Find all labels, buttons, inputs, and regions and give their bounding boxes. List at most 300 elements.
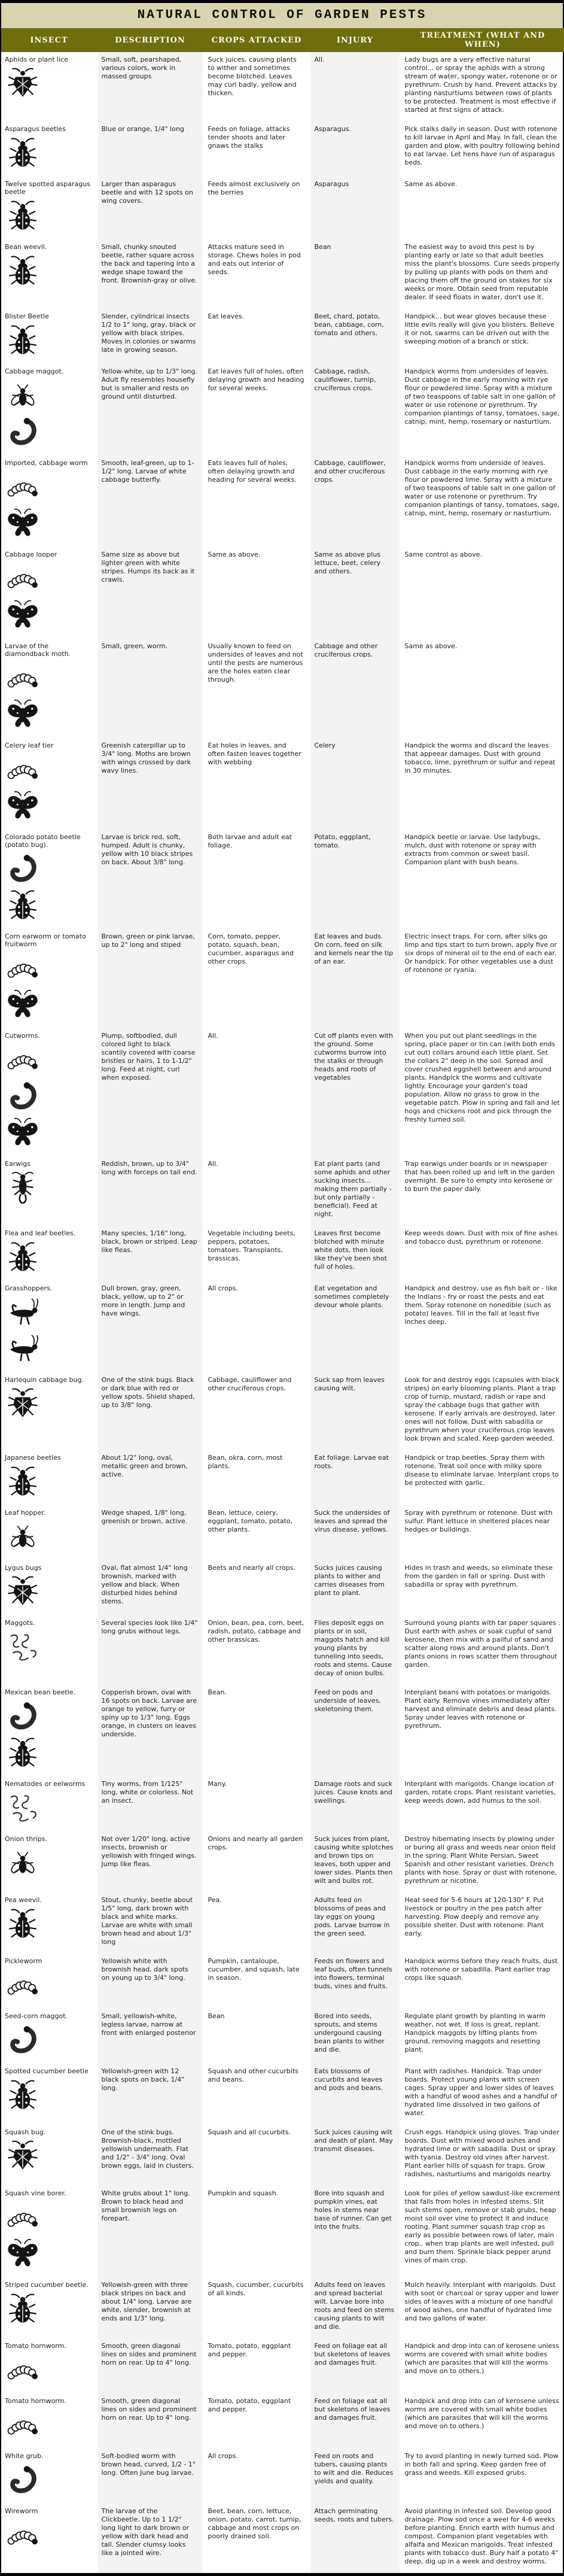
pest-illustrations (5, 2292, 92, 2325)
pest-illustrations (5, 2139, 92, 2173)
pest-treatment: Keep weeds down. Dust with mix of fine ashes and tobacco dust, pyrethrum or rotenone. (404, 1229, 558, 1246)
pest-name: Wireworm (5, 2507, 38, 2515)
pest-crops: Bean. (208, 1688, 227, 1696)
pest-injury: Leaves first become blotched with minute white dots, then look like they've been shot full of holes. (314, 1229, 387, 1271)
pest-injury: Flies deposit eggs on plants or in soil, maggots hatch and kill young plants by tunneling into seeds, roots and stems. Cause decay of onion bulbs. (314, 1619, 392, 1677)
pest-name: Earwigs (5, 1160, 31, 1168)
pest-treatment: Handpick... but wear gloves because these little evils really will give you blisters. Believe it or not, swarms can be driven out with the sweeping motion of a branch or stick. (404, 312, 554, 345)
pest-injury: Cabbage and other cruciferous crops. (314, 642, 378, 658)
pest-illustrations (5, 2518, 92, 2551)
pest-injury: Suck sap from leaves causing wilt. (314, 1376, 385, 1392)
pest-crops: Eat holes in leaves, and often fasten leaves together with webbing (208, 742, 301, 766)
pest-name: Nematodes or eelworms (5, 1780, 86, 1788)
pest-crops: Bean (208, 2012, 225, 2020)
pest-name: Onion thrips. (5, 1835, 47, 1843)
pest-description: White grubs about 1" long. Brown to black head and small brownish legs on forepart. (101, 2189, 190, 2222)
pest-crops: Eats leaves full of holes, often delaying growth and heading for several weeks. (208, 459, 297, 484)
pest-treatment: Handpick and destroy, use as fish bait or - like the Indians - fry or roast the pests and eat them. Spray rotenone on nonedible (such as potato) leaves. Till in the fall at least five inches deep. (404, 1284, 557, 1326)
pest-crops: Squash and all cucurbits. (208, 2128, 291, 2136)
pest-name: Tomato hornworm. (5, 2342, 66, 2350)
pest-treatment: Spray with pyrethrum or rotenone. Dust with sulfur. Plant lettuce in sheltered places near hedges or buildings. (404, 1509, 553, 1533)
pest-crops: Pea. (208, 1896, 222, 1904)
column-header-injury: INJURY (310, 28, 400, 52)
pest-illustrations (5, 561, 92, 631)
pest-crops: Both larvae and adult eat foliage. (208, 833, 292, 849)
pest-illustrations (5, 951, 92, 1021)
fly-illustration-icon (6, 1846, 39, 1879)
pest-name: Lygus bugs (5, 1564, 42, 1572)
pest-row (1, 239, 564, 309)
pest-treatment: Look for piles of yellow sawdust-like excrement that falls from holes in infested stems. Slit such stems open, remove or stab grubs, heap moist soil over vine to protect it and induce rooting. Plant summer squash trap crop as early as possible between rows of later, main crop.. when trap plants are well infested, pull and burn them. Sprinkle black pepper arund vines of main crop. (404, 2189, 560, 2264)
pest-row (1, 364, 564, 455)
bug-illustration-icon (6, 1387, 39, 1420)
pest-illustrations (5, 199, 92, 232)
pest-crops: Vegetable including beets, peppers, potatoes, tomatoes. Transplants, brassicas. (208, 1229, 295, 1262)
pest-injury: Eats blossoms of cucurbits and leaves and pods and beans. (314, 2067, 383, 2092)
pest-treatment: Regulate plant growth by planting in warm weather, not wet. If loss is great, replant. Handpick maggots by lifting plants from ground, removing maggots and resetting plant. (404, 2012, 545, 2053)
pest-treatment: Look for and destroy eggs (capsules with black stripes) on early blooming plants. Plant a trap crop of turnip, mustard, radish or rape and spray the cabbage bugs that gather with kerosene. If early arrivals are destroyed, later ones will not follow. Dust with sabadilla or pyrethrum when your cruciferous crop leaves look brown and scaled. Keep garden weeded. (404, 1376, 560, 1442)
pest-row (1, 52, 564, 121)
caterpillar-illustration-icon (6, 561, 39, 595)
pest-crops: Tomato, potato, eggplant and pepper. (208, 2397, 291, 2413)
pest-illustrations (5, 254, 92, 287)
pest-description: Small, chunky snouted beetle, rather square across the back and tapering into a wedge shape toward the front. Brownish-gray or olive. (101, 243, 197, 284)
pest-name: Cutworms. (5, 1032, 40, 1040)
pest-crops: Usually known to feed on undersides of leaves and not until the pests are numerous are the holes eaten clear through. (208, 642, 303, 684)
pest-illustrations (5, 378, 92, 448)
beetle-illustration-icon (6, 199, 39, 232)
pest-name: Leaf hopper. (5, 1509, 46, 1517)
pest-name: Aphids or plant lice (5, 56, 68, 63)
pest-crops: Tomato, potato, eggplant and pepper. (208, 2342, 291, 2358)
moth-illustration-icon (6, 598, 39, 631)
worms-illustration-icon (6, 1630, 39, 1663)
fly-illustration-icon (6, 378, 39, 412)
pest-description: The larvae of the Clickbeetle. Up to 1 1/2" long light to dark brown or yellow with dark head and tail. Slender clumsy looks like a jointed wire. (101, 2507, 189, 2557)
pest-treatment: Handpick and drop into can of kerosene unless worms are covered with small white bodies (which are parasites that will kill the worms and move on to others.) (404, 2397, 559, 2430)
pest-crops: Squash, cucumber, cucurbits of all kinds. (208, 2281, 304, 2297)
pest-illustrations (5, 1520, 92, 1553)
pest-row (1, 738, 564, 830)
caterpillar-illustration-icon (6, 2200, 39, 2234)
pest-injury: Suck juices from plant, causing white splotches and brown tips on leaves, both upper and lower sides. Plants then wilt and bulbs rot. (314, 1835, 394, 1885)
caterpillar-illustration-icon (6, 951, 39, 985)
column-header-treatment: TREATMENT (WHAT AND WHEN) (400, 28, 564, 52)
pest-description: Brown, green or pink larvae, up to 2" long and stiped (101, 932, 195, 949)
pest-name: Blister Beetle (5, 312, 49, 320)
caterpillar-illustration-icon (6, 661, 39, 694)
pest-illustrations (5, 852, 92, 922)
pest-treatment: Handpick worms from undersides of leaves. Dust cabbage in the early morning with rye flour or powdered lime. Spray with a mixture of two teaspoons of table salt in one gallon of water or use rotenone or pyrethrum. Try companion plantings of tansy, tomatoes, sage, catnip, mint, hemp, rosemary or nasturtium. (404, 367, 560, 426)
caterpillar-illustration-icon (6, 2353, 39, 2386)
pest-injury: Feed on foliage eat all but skeletons of leaves and damages fruit. (314, 2397, 391, 2422)
pest-description: One of the stink bugs. Black or dark blue with red or yellow spots. Shield shaped, up to 3/8" long. (101, 1376, 195, 1409)
pest-name: Seed-corn maggot. (5, 2012, 68, 2020)
pest-crops: Onion, bean, pea, corn, beet, radish, potato, cabbage and other brassicas. (208, 1619, 304, 1644)
pest-treatment: Surround young plants with tar paper squares . Dust earth with ashes or soak cupful of sand kerosene, then mix with a pailful of sand and scatter along rows and around plants. Don't plants onions in rows scatter them throughout garden. (404, 1619, 560, 1669)
pest-treatment: Destroy hibernating insects by plowing under or buring all grass and weeds near onion field in the spring. Plant White Persian, Sweet Spanish and other resistant varieties. Drench plants with hose. Spray or dust with rotenone, pyrethrum or nicotine. (404, 1835, 557, 1885)
pest-description: Tiny worms, from 1/125" long, white or colorless. Not an insect. (101, 1780, 194, 1805)
pest-name: Tomato hornworm. (5, 2397, 66, 2405)
pest-crops: Pumpkin and squash. (208, 2189, 279, 2197)
pest-name: Asparagus beetles (5, 125, 66, 133)
pest-crops: Eat leaves. (208, 312, 245, 320)
pest-crops: Eat leaves full of holes, often delaying growth and heading for several weeks. (208, 367, 304, 392)
pest-illustrations (5, 2463, 92, 2496)
pest-row (1, 929, 564, 1028)
pest-injury: Feed on foliage eat all but skeletons of leaves and damages fruit. (314, 2342, 391, 2367)
beetle-illustration-icon (6, 888, 39, 922)
pest-treatment: Same as above. (404, 642, 458, 650)
pest-name: Squash bug. (5, 2128, 46, 2136)
pest-row (1, 455, 564, 547)
pest-description: Small, soft, pearshaped, various colors, work in massed groups (101, 56, 182, 80)
pest-illustrations (5, 2200, 92, 2270)
pest-name: Maggots. (5, 1619, 35, 1627)
column-header-row (1, 28, 564, 52)
pest-description: Greenish caterpillar up to 3/4" long. Moths are brown with wings crossed by dark wavy lines. (101, 742, 191, 774)
pest-injury: Cabbage, radish, cauliflower, turnip, cruciferous crops. (314, 367, 376, 392)
pest-illustrations (5, 2353, 92, 2386)
pest-description: Soft-bodied worm with brown head, curved, 1/2 - 1" long. Often June bug larvae. (101, 2452, 196, 2477)
pest-injury: Sucks juices causing plants to wither and carries diseases from plant to plant. (314, 1564, 385, 1597)
pest-injury: Feed on pods and underside of leaves, skeletoning them. (314, 1688, 381, 1713)
pest-row (1, 1954, 564, 2009)
pest-crops: Many. (208, 1780, 227, 1788)
pest-injury: Cut off plants even with the ground. Some cutworms burrow into the stalks or through heads and roots of vegetables (314, 1032, 393, 1082)
beetle-illustration-icon (6, 1240, 39, 1274)
pest-treatment: Plant with radishes. Handpick. Trap under boards. Protect young plants with screen cages. Spray upper and lower sides of leaves with a handful of wood ashes and a handful of hydrated lime dissolved in two gallons of water. (404, 2067, 557, 2117)
beetle-illustration-icon (6, 1907, 39, 1940)
pest-illustrations (5, 470, 92, 540)
pest-treatment: Mulch heavily. Interplant with marigolds. Dust with soot or charcoal or spray upper and lower sides of leaves with a mixture of one handful of wood ashes, one handful of hydrated lime and two gallons of water. (404, 2281, 559, 2322)
grub-illustration-icon (6, 2463, 39, 2496)
pest-illustrations (5, 1295, 92, 1365)
pest-illustrations (5, 1791, 92, 1824)
beetle-illustration-icon (6, 2292, 39, 2325)
beetle-illustration-icon (6, 136, 39, 169)
pest-row (1, 1028, 564, 1156)
pest-treatment: Trap earwigs under boards or in newspaper that has been rolled up and left in the garden overnight. Be sure to empty into kerosene or to burn the paper daily. (404, 1160, 555, 1193)
pest-treatment: Handpick and drop into can of kerosene unless worms are covered with small white bodies (which are parasites that will kill the worms and move on to others.) (404, 2342, 559, 2375)
pest-treatment: Avoid planting in infested soil. Develop good drainage. Plow sod once a weel for 4-6 weeks before planting. Enrich earth with humus and compost. Companion plant vegetables with alfalfa and Mexican marigolds. Treat infested plants with tobacco dust. Bury half a potato 4" deep, dig up in a week and destroy worms. (404, 2507, 559, 2565)
pest-description: Several species look like 1/4" long grubs without legs. (101, 1619, 198, 1635)
pest-injury: Feed on roots and tubers, causing plants to wilt and die. Reduces yields and quality. (314, 2452, 394, 2485)
earwig-illustration-icon (6, 1171, 39, 1204)
pest-row (1, 2393, 564, 2449)
moth-illustration-icon (6, 1116, 39, 1149)
pest-illustrations (5, 2408, 92, 2441)
pest-row (1, 2449, 564, 2504)
pests-table (1, 28, 564, 2573)
pest-treatment: Interplant with marigolds. Change location of garden, rotate crops. Plant resistant varieties, keep weeds down, add humus to the soil. (404, 1780, 556, 1805)
grub-illustration-icon (6, 852, 39, 885)
pest-treatment: Electric insect traps. For corn, after silks go limp and tips start to turn brown, apply five or six drops of mineral oil to the end of each ear. Or handpick. For other vegetables use a dust of rotenone or ryania. (404, 932, 557, 974)
pest-name: White grub. (5, 2452, 44, 2460)
pest-illustrations (5, 1907, 92, 1940)
bug-illustration-icon (6, 2139, 39, 2173)
pest-injury: Celery (314, 742, 336, 749)
pest-treatment: Hides in trash and weeds, so eliminate these from the garden in fall or spring. Dust with sabadilla or spray with pyrethrum. (404, 1564, 553, 1588)
grasshopper-illustration-icon (6, 1295, 39, 1329)
pest-injury: Beet, chard, potato, bean, cabbage, corn, tomato and others. (314, 312, 384, 337)
bug-illustration-icon (6, 66, 39, 100)
grub-illustration-icon (6, 1699, 39, 1733)
pest-injury: Asparagus (314, 180, 349, 188)
pest-treatment: Handpick the worms and discard the leaves that appeear damages. Dust with ground tobacco, lime, pyrethrum or sulfur and repeat in 30 minutes. (404, 742, 556, 774)
pest-row (1, 121, 564, 177)
pest-name: Pickleworm (5, 1957, 42, 1965)
pest-description: Dull brown, gray, green, black, yellow, up to 2" or more in length. Jump and have wings. (101, 1284, 185, 1317)
pest-injury: Eat foliage. Larvae eat roots. (314, 1454, 389, 1470)
pest-crops: All crops. (208, 2452, 238, 2460)
pest-name: Grasshoppers. (5, 1284, 53, 1292)
pest-illustrations (5, 661, 92, 731)
pest-injury: Adults feed on leaves and spread bacterial wilt. Larvae bore into roots and feed on stems causing plants to wilt and die. (314, 2281, 395, 2331)
pest-crops: Suck juices, causing plants to wither and sometimes become blotched. Leaves may curl badly, yellow and thicken. (208, 56, 297, 97)
pest-injury: Bean (314, 243, 331, 251)
pest-name: Squash vine borer. (5, 2189, 66, 2197)
pest-injury: Eat plant parts (and some aphids and other sucking insects... making them partially - but only partially - beneficial). Feed at night. (314, 1160, 392, 1218)
pest-treatment: Handpick worms from underside of leaves. Dust cabbage in the early morning with rye flour or powdered lime. Spray with a mixture of two teaspoons of table salt in one gallon of water or use rotenone or pyrethrum. Try companion plantings of tansy, tomatoes, sage, catnip, mint, hemp, rosemary or nasturtium. (404, 459, 560, 517)
column-header-description: DESCRIPTION (97, 28, 203, 52)
pest-row (1, 1281, 564, 1372)
pest-row (1, 1450, 564, 1505)
beetle-illustration-icon (6, 1736, 39, 1769)
pest-crops: Pumpkin, cantaloupe, cucumber, and squash, late in season. (208, 1957, 300, 1982)
pest-treatment: Crush eggs. Handpick using gloves. Trap under boards. Dust with mixed wood ashes and hydrated lime or with sabadilla. Dust or spray with tyania. Destroy old vines after harvest. Plant earlier hills of squash for traps. Grow radishes, nasturtiums and marigolds nearby. (404, 2128, 560, 2178)
beetle-illustration-icon (6, 1465, 39, 1498)
pest-name: Striped cucumber beetle. (5, 2281, 89, 2289)
pest-illustrations (5, 1968, 92, 2001)
pest-treatment: Interplant beans with potatoes or marigolds. Plant early. Remove vines immediately after harvest and eliminate debris and dead plants. Spray under leaves with rotenone or pyrethrum. (404, 1688, 557, 1730)
beetle-illustration-icon (6, 254, 39, 287)
pest-description: Oval, flat almost 1/4" long brownish, marked with yellow and black. When disturbed hides behind stems. (101, 1564, 188, 1605)
pest-description: Yellow-white, up to 1/3" long. Adult fly resembles housefly but is smaller and rests on ground until disturbed. (101, 367, 197, 400)
pest-row (1, 1892, 564, 1954)
pest-injury: Cabbage, cauliflower, and other cruciferous crops. (314, 459, 386, 484)
pest-injury: Bore into squash and pumpkin vines, eat holes in stems near base of runner. Can get into the fruits. (314, 2189, 392, 2231)
pest-injury: Attach germinating seeds, roots and tubers. (314, 2507, 394, 2523)
moth-illustration-icon (6, 2237, 39, 2270)
pest-description: Copperish brown, oval with 16 spots on back. Larvae are orange to yellow, furry or spiny up to 1/3" long. Eggs orange, in clusters on leaves underside. (101, 1688, 197, 1738)
pest-treatment: Lady bugs are a very effective natural control... or spray the aphids with a strong stream of water, spongy water, rotenone or or pyrethrum. Crush by hand. Prevent attacks by planting nasturtiums between rows of plants to be protected. Treatment is most effective if started at first signs of attack. (404, 56, 557, 114)
pest-illustrations (5, 1240, 92, 1274)
pest-illustrations (5, 1043, 92, 1149)
pest-treatment: Heat seed for 5-6 hours at 120-130° F. Put livestock or poultry in the pea patch after harvesting. Plow deeply and remove any possible shelter. Dust with rotenone. Plant early. (404, 1896, 544, 1937)
pest-treatment: Handpick beetle or larvae. Use ladybugs, mulch, dust with rotenone or spray with extracts from common or sweet basil. Companion plant with bush beans. (404, 833, 541, 866)
pest-name: Cabbage looper (5, 551, 57, 558)
pest-crops: Bean, lettuce, celery, eggplant, tomato, potato, other plants. (208, 1509, 293, 1533)
pest-crops: Attacks mature seed in storage. Chews holes in pod and eats out interior of seeds. (208, 243, 301, 276)
pest-illustrations (5, 136, 92, 169)
pest-injury: Same as above plus lettuce, beet, celery and others. (314, 551, 381, 575)
pest-illustrations (5, 1387, 92, 1420)
pest-treatment: Pick stalks daily in season. Dust with rotenone to kill larvae in April and May. In fall, clean the garden and plow, with poultry following behind to eat larvae. Let hens have run of asparagus beds. (404, 125, 560, 166)
pest-crops: Corn, tomato, pepper, potato, squash, bean, cucumber, asparagus and other crops. (208, 932, 294, 965)
page-title: NATURAL CONTROL OF GARDEN PESTS (137, 8, 427, 22)
pest-name: Bean weevil. (5, 243, 47, 251)
pest-description: Small, yellowish-white, legless larvae, narrow at front with enlarged posterior (101, 2012, 196, 2037)
pest-crops: Onions and nearly all garden crops. (208, 1835, 303, 1851)
pest-row (1, 1615, 564, 1685)
pest-crops: Beet, bean, corn, lettuce, onion, potato, carrot, turnip, cabbage and most crops on poorly drained soil. (208, 2507, 301, 2540)
pest-row (1, 2338, 564, 2393)
pest-treatment: Same as above. (404, 180, 458, 188)
pest-crops: Same as above. (208, 551, 261, 558)
grub-illustration-icon (6, 2023, 39, 2056)
pest-name: Cabbage maggot. (5, 367, 64, 375)
caterpillar-illustration-icon (6, 1968, 39, 2001)
pest-injury: All. (314, 56, 325, 63)
caterpillar-illustration-icon (6, 470, 39, 503)
pest-name: Mexican bean beetle. (5, 1688, 75, 1696)
pest-row (1, 309, 564, 364)
pest-name: Spotted cucumber beetle (5, 2067, 89, 2075)
pest-crops: Feeds almost exclusively on the berries (208, 180, 300, 196)
pest-crops: Beets and nearly all crops. (208, 1564, 295, 1572)
pest-description: Same size as above but lighter green with white stripes. Humps its back as it crawls. (101, 551, 195, 584)
pest-description: Many species, 1/16" long, black, brown or striped. Leap like fleas. (101, 1229, 197, 1254)
pest-description: Larvae is brick red, soft, humped. Adult is chunky, yellow with 10 black stripes on back. About 3/8" long. (101, 833, 193, 866)
pest-illustrations (5, 1699, 92, 1769)
pest-description: Plump, softbodied, dull colored light to black scantily covered with coarse bristles or hairs, 1 to 1-1/2" long. Feed at night, curl when exposed. (101, 1032, 196, 1082)
pest-illustrations (5, 2023, 92, 2056)
pest-row (1, 1776, 564, 1831)
pest-name: Japanese beetles (5, 1454, 61, 1462)
pest-injury: Eat vegetation and sometimes completely devour whole plants. (314, 1284, 389, 1309)
pest-illustrations (5, 66, 92, 100)
caterpillar-illustration-icon (6, 2408, 39, 2441)
grub-illustration-icon (6, 1079, 39, 1113)
pest-injury: Suck juices causing wilt and death of plant. May transmit diseases. (314, 2128, 393, 2153)
pest-illustrations (5, 1575, 92, 1608)
pest-row (1, 2064, 564, 2125)
pest-description: One of the stink bugs. Brownish-black, mottled yellowish underneath. Flat and 1/2" - 3/4" long. Oval brown eggs, laid in clusters. (101, 2128, 194, 2170)
column-header-crops-attacked: CROPS ATTACKED (203, 28, 310, 52)
pest-name: Pea weevil. (5, 1896, 42, 1904)
pest-treatment: The easiest way to avoid this pest is by planting early or late so that adult beetles miss the plant's blossoms. Cure seeds properly by pulling up plants with pods on them and placing them off the ground on stakes for six weeks or more. Obtain seed from reputable dealer. If seed floats in water, don't use it. (404, 243, 560, 301)
pest-crops: All crops. (208, 1284, 238, 1292)
pest-treatment: When you put out plant seedlings in the spring, place paper or tin can (with both ends cut out) collars around each little plant. Set the collars 2" deep in the soil. Spread and cover crushed eggshell between and around plants. Handpick the worms and cultivate lightly. Encourage your garden's toad population. Allow no grass to grow in the vegetable patch. Plow in spring and fall and let hogs and chickens root and pick through the freshly turned soil. (404, 1032, 560, 1123)
pest-crops: Squash and other cucurbits and beans. (208, 2067, 299, 2083)
pest-description: Stout, chunky, beetle about 1/5" long, dark brown with black and white marks. Larvae are white with small brown head and about 1/3" long (101, 1896, 193, 1946)
pest-treatment: Handpick worms before they reach fruits, dust with rotenone or sabadilla. Plant earlier trap crops like squash. (404, 1957, 558, 1982)
pest-row (1, 2009, 564, 2064)
pest-name: Harlequin cabbage bug. (5, 1376, 84, 1384)
pest-description: Larger than asparagus beetle and with 12 spots on wing covers. (101, 180, 193, 205)
pest-injury: Feeds on flowers and leaf buds, often tunnels into flowers, terminal buds, vines and fruits. (314, 1957, 392, 1990)
pest-injury: Eat leaves and buds. On corn, feed on silk and kernels near the tip of an ear. (314, 932, 394, 965)
pest-description: Yellowish-green with three black stripes on back and about 1/4" long. Larvae are white, slender, brownish at ends and 1/3" long. (101, 2281, 192, 2322)
pest-injury: Asparagus. (314, 125, 351, 133)
pest-description: Blue or orange, 1/4" long (101, 125, 184, 133)
pest-description: Smooth, green diagonal lines on sides and prominent horn on rear. Up to 4" long. (101, 2342, 197, 2367)
caterpillar-illustration-icon (6, 1043, 39, 1076)
pest-row (1, 1560, 564, 1615)
pest-illustrations (5, 752, 92, 822)
pest-crops: Bean, okra, corn, most plants. (208, 1454, 283, 1470)
pest-crops: All. (208, 1032, 218, 1040)
pest-description: Not over 1/20" long, active insects, brownish or yellowish with fringed wings. Jump like fleas. (101, 1835, 197, 1868)
pest-description: Smooth, green diagonal lines on sides and prominent horn on rear. Up to 4" long. (101, 2397, 197, 2422)
pest-row (1, 2125, 564, 2186)
moth-illustration-icon (6, 506, 39, 540)
pest-injury: Potato, eggplant, tomato. (314, 833, 371, 849)
pest-description: Yellowish-green with 12 black spots on back, 1/4" long. (101, 2067, 185, 2092)
pest-row (1, 1372, 564, 1450)
pest-illustrations (5, 1465, 92, 1498)
pest-name: Imported, cabbage worm (5, 459, 88, 467)
pest-row (1, 1685, 564, 1776)
pest-crops: All. (208, 1160, 218, 1168)
pest-row (1, 1831, 564, 1892)
pest-row (1, 2186, 564, 2277)
pest-description: Slender, cylindrical insects 1/2 to 1" long, gray, black or yellow with black stripes. Moves in colonies or swarms late in growing season. (101, 312, 196, 354)
pest-name: Twelve spotted asparagus beetle (5, 180, 90, 196)
column-header-insect: INSECT (1, 28, 97, 52)
pest-description: Small, green, worm. (101, 642, 168, 650)
grub-illustration-icon (6, 415, 39, 448)
pest-row (1, 2277, 564, 2338)
worms-illustration-icon (6, 1791, 39, 1824)
caterpillar-illustration-icon (6, 752, 39, 786)
pest-row (1, 1226, 564, 1281)
pest-injury: Suck the undersides of leaves and spread the virus disease, yellows. (314, 1509, 390, 1533)
pest-description: About 1/2" long, oval, metallic green and brown, active. (101, 1454, 188, 1478)
pest-injury: Bored into seeds, sprouts, and stems undergound causing bean plants to wither and die. (314, 2012, 385, 2053)
pest-row (1, 639, 564, 738)
moth-illustration-icon (6, 697, 39, 731)
title-bar (1, 3, 563, 28)
pest-row (1, 547, 564, 639)
pest-row (1, 2504, 564, 2573)
pest-treatment: Same control as above. (404, 551, 483, 558)
beetle-illustration-icon (6, 2078, 39, 2112)
pest-treatment: Handpick or trap beetles. Spray them with rotenone. Treat soil once with milky spore disease to eliminate larvae. Interplant crops to be protected with garlic. (404, 1454, 559, 1487)
caterpillar-illustration-icon (6, 2518, 39, 2551)
grasshopper-illustration-icon (6, 1332, 39, 1365)
fly-illustration-icon (6, 1520, 39, 1553)
pest-row (1, 1505, 564, 1560)
pest-description: Yellowish white with brownish head, dark spots on young up to 3/4" long. (101, 1957, 188, 1982)
pest-crops: Feeds on foliage, attacks tender shoots and later gnaws the stalks (208, 125, 290, 150)
pest-injury: Adults feed on blossoms of peas and lay eggs on young pods. Larvae burrow in the green seed. (314, 1896, 390, 1937)
pest-illustrations (5, 323, 92, 357)
pest-name: Corn earworm or tomato fruitworm (5, 932, 86, 948)
bug-illustration-icon (6, 1575, 39, 1608)
pest-crops: Cabbage, cauliflower and other cruciferous crops. (208, 1376, 292, 1392)
moth-illustration-icon (6, 789, 39, 822)
pest-description: Smooth, leaf-green, up to 1-1/2" long. Larvae of white cabbage butterfly. (101, 459, 194, 484)
pest-illustrations (5, 1846, 92, 1879)
pest-illustrations (5, 1171, 92, 1204)
pest-injury: Damage roots and suck juices. Cause knots and swellings. (314, 1780, 393, 1805)
pest-illustrations (5, 2078, 92, 2112)
pest-name: Flea and leaf beetles. (5, 1229, 76, 1237)
pest-illustrations (5, 1630, 92, 1663)
pest-name: Celery leaf tier (5, 742, 54, 749)
pest-row (1, 830, 564, 929)
pest-row (1, 177, 564, 239)
pest-name: Colorado potato beetle (potato bug). (5, 833, 81, 849)
pest-row (1, 1156, 564, 1226)
pest-description: Reddish, brown, up to 3/4" long with forceps on tail end. (101, 1160, 197, 1176)
pest-description: Wedge shaped, 1/8" long, greenish or brown, active. (101, 1509, 188, 1525)
pest-treatment: Try to avoid planting in newly turned sod. Plow in both fall and spring. Keep garden free of grass and weeds. Kill exposed grubs. (404, 2452, 559, 2477)
moth-illustration-icon (6, 988, 39, 1021)
beetle-illustration-icon (6, 323, 39, 357)
